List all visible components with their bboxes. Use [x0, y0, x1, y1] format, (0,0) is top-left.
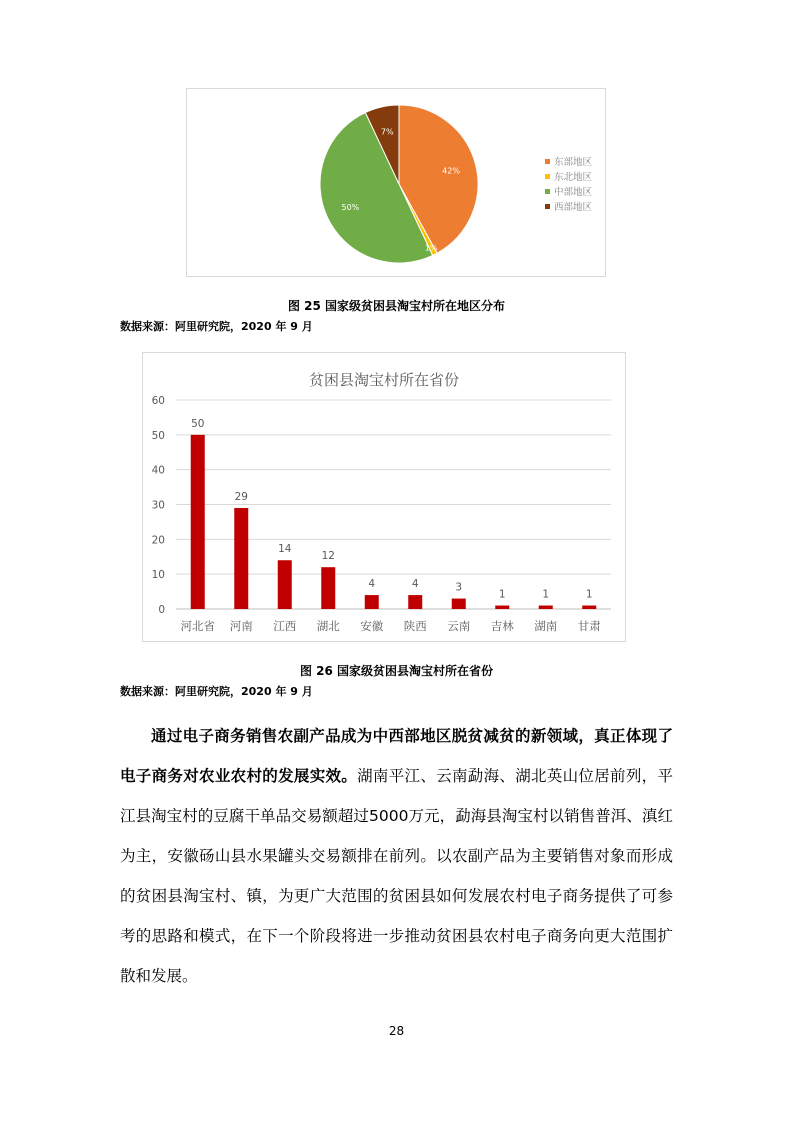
- bar-data-label: 3: [455, 581, 463, 594]
- bar: [582, 606, 596, 609]
- figure-25-caption: 图 25 国家级贫困县淘宝村所在地区分布: [287, 299, 506, 313]
- bar-chart: [143, 353, 625, 641]
- body-paragraph: [120, 716, 673, 996]
- bar-data-label: 1: [585, 588, 593, 601]
- legend-label: 中部地区: [554, 187, 593, 198]
- x-tick-label: 陕西: [403, 619, 427, 633]
- bar: [321, 567, 335, 609]
- x-tick-label: 吉林: [490, 619, 514, 633]
- y-tick-label: 60: [151, 395, 165, 407]
- figure-26-source: 数据来源：阿里研究院，2020 年 9 月: [120, 685, 313, 698]
- chart-title: 贫困县淘宝村所在省份: [308, 371, 460, 389]
- x-tick-label: 安徽: [360, 619, 384, 633]
- y-tick-label: 10: [151, 569, 165, 582]
- page-number: 28: [388, 1024, 405, 1038]
- pie-chart: [187, 89, 605, 276]
- legend-label: 东部地区: [554, 157, 593, 168]
- bar: [408, 595, 422, 609]
- x-tick-label: 河南: [229, 619, 253, 633]
- x-tick-label: 云南: [447, 619, 471, 633]
- y-tick-label: 50: [151, 429, 165, 442]
- pie-data-label: 42%: [442, 166, 460, 176]
- y-tick-label: 30: [151, 499, 165, 512]
- legend-swatch: [545, 204, 550, 209]
- x-tick-label: 湖北: [316, 619, 340, 633]
- bar-data-label: 14: [278, 543, 292, 556]
- pie-data-label: 50%: [341, 202, 360, 212]
- bar-data-label: 4: [368, 578, 376, 591]
- pie-data-label: 7%: [380, 127, 394, 137]
- y-tick-label: 20: [151, 534, 165, 547]
- legend-swatch: [545, 159, 550, 164]
- bar-data-label: 1: [542, 588, 550, 601]
- x-tick-label: 湖南: [534, 619, 558, 633]
- legend-label: 西部地区: [554, 202, 593, 213]
- bar: [234, 508, 248, 609]
- figure-26-caption: 图 26 国家级贫困县淘宝村所在省份: [299, 664, 494, 678]
- body-normal-text: 湖南平江、云南勐海、湖北英山位居前列，平江县淘宝村的豆腐干单品交易额超过5000万元，勐海县淘宝村以销售普洱、滇红为主，安徽砀山县水果罐头交易额排在前列。以农副产品为主要销售对象而形成的贫困县淘宝村、镇，为更广大范围的贫困县如何发展农村电子商务提供了可参考的思路和模式，在下一个阶段将进一步推动贫困县农村电子商务向更大范围扩散和发展。: [120, 767, 673, 985]
- bar: [539, 606, 553, 609]
- bar: [452, 599, 466, 609]
- bar-chart-frame: [142, 352, 626, 642]
- bar-data-label: 1: [498, 588, 506, 601]
- y-tick-label: 40: [151, 464, 165, 477]
- figure-25-source: 数据来源：阿里研究院，2020 年 9 月: [120, 320, 313, 333]
- bar: [191, 435, 205, 609]
- bar: [495, 606, 509, 609]
- legend-swatch: [545, 189, 550, 194]
- x-tick-label: 江西: [273, 619, 297, 633]
- pie-data-label: 1%: [424, 243, 438, 253]
- y-tick-label: 0: [158, 604, 165, 616]
- x-tick-label: 甘肃: [577, 619, 601, 633]
- bar-data-label: 29: [234, 490, 248, 503]
- body-bold-text: 通过电子商务销售农副产品成为中西部地区脱贫减贫的新领域，真正体现了电子商务对农业农村的发展实效。: [120, 727, 673, 785]
- bar: [365, 595, 379, 609]
- legend-label: 东北地区: [554, 172, 593, 183]
- pie-chart-frame: [186, 88, 606, 277]
- bar-data-label: 50: [191, 417, 205, 430]
- legend-swatch: [545, 174, 550, 179]
- bar: [278, 560, 292, 609]
- x-tick-label: 河北省: [180, 619, 215, 633]
- bar-data-label: 4: [411, 578, 419, 591]
- bar-data-label: 12: [321, 550, 335, 563]
